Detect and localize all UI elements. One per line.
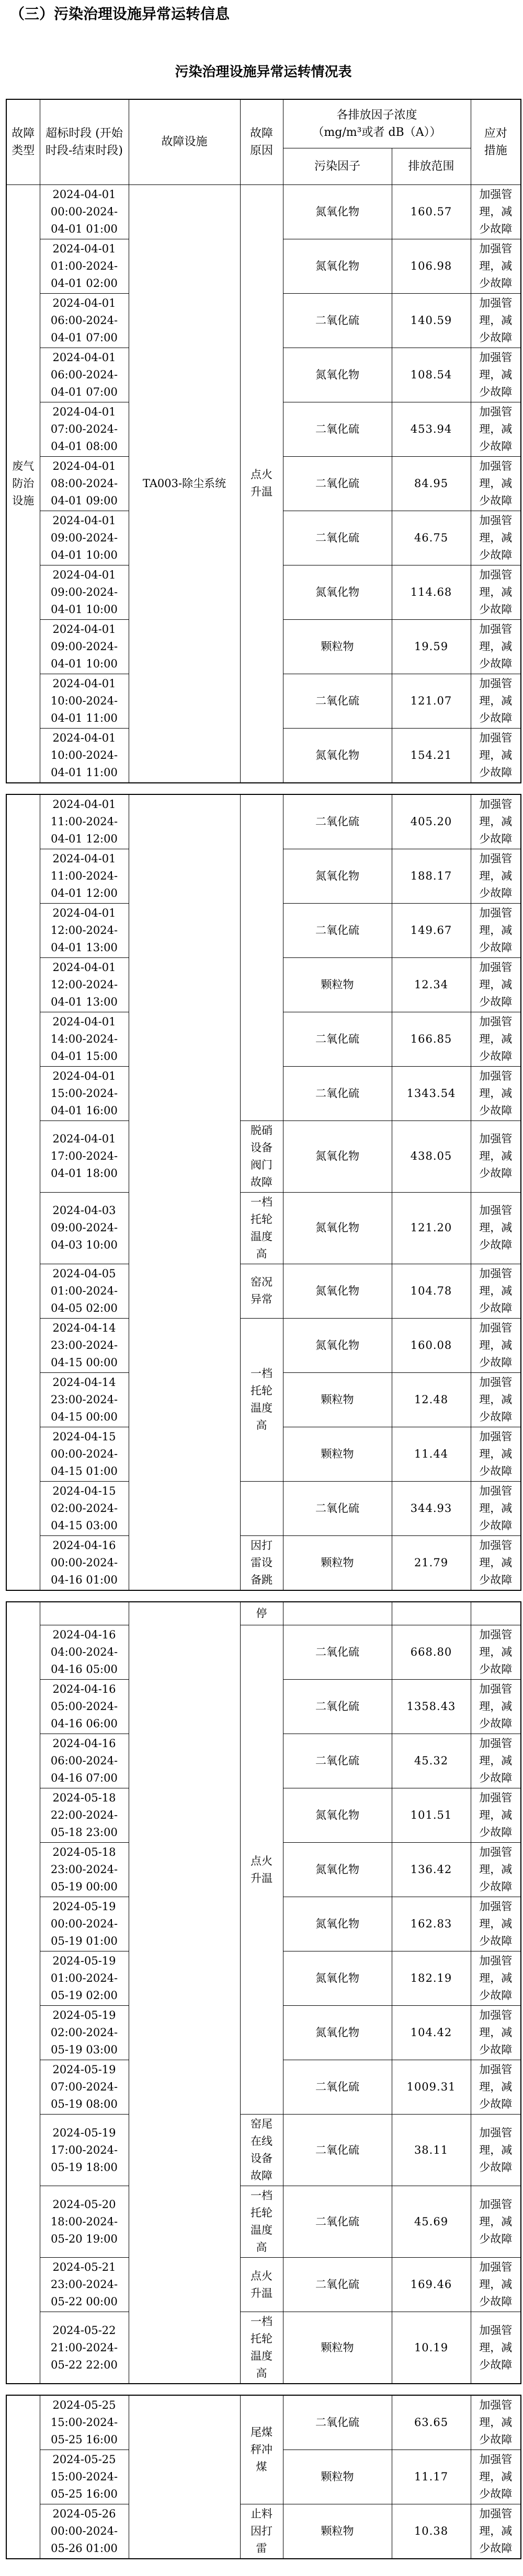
measure-text: 加强管理，减少故障 xyxy=(479,2453,513,2500)
value-cell: 108.54 xyxy=(392,348,471,402)
facility-cell xyxy=(129,2395,240,2559)
time-cell: 2024-04-16 06:00-2024-04-16 07:00 xyxy=(40,1734,129,1788)
measure-cell xyxy=(471,1788,521,1843)
cause-cell xyxy=(240,1625,283,2115)
cause-text: 一档托轮温度高 xyxy=(251,1195,272,1260)
time-cell: 2024-05-19 17:00-2024-05-19 18:00 xyxy=(40,2115,129,2186)
value-cell: 45.69 xyxy=(392,2186,471,2258)
measure-cell xyxy=(471,1734,521,1788)
measure-cell xyxy=(471,2006,521,2060)
value-cell: 10.38 xyxy=(392,2504,471,2559)
measure-cell xyxy=(471,2395,521,2450)
cause-cell xyxy=(240,1602,283,1625)
time-cell: 2024-04-01 10:00-2024-04-01 11:00 xyxy=(40,674,129,728)
time-cell: 2024-05-19 07:00-2024-05-19 08:00 xyxy=(40,2060,129,2115)
value-cell: 453.94 xyxy=(392,402,471,456)
measure-text: 加强管理，减少故障 xyxy=(479,2198,513,2245)
pollutant-cell: 颗粒物 xyxy=(283,2450,392,2504)
time-cell: 2024-04-01 11:00-2024-04-01 12:00 xyxy=(40,849,129,903)
facility-cell xyxy=(129,794,240,1590)
measure-text: 加强管理，减少故障 xyxy=(479,1267,513,1314)
header-range: 排放范围 xyxy=(392,148,471,184)
facility-cell: TA003-除尘系统 xyxy=(129,184,240,783)
pollutant-cell: 颗粒物 xyxy=(283,957,392,1012)
measure-cell xyxy=(471,1680,521,1734)
pollutant-cell: 二氧化硫 xyxy=(283,2395,392,2450)
time-cell: 2024-04-01 12:00-2024-04-01 13:00 xyxy=(40,903,129,957)
header-period: 超标时段 (开始时段-结束时段) xyxy=(40,99,129,184)
cause-text: 一档托轮温度高 xyxy=(251,1367,272,1431)
pollutant-cell: 二氧化硫 xyxy=(283,402,392,456)
measure-cell xyxy=(471,1602,521,1625)
time-cell: 2024-04-01 12:00-2024-04-01 13:00 xyxy=(40,957,129,1012)
pollutant-cell: 颗粒物 xyxy=(283,1372,392,1427)
measure-text: 加强管理，减少故障 xyxy=(479,2261,513,2308)
value-cell: 160.08 xyxy=(392,1318,471,1372)
measure-text: 加强管理，减少故障 xyxy=(479,2324,513,2371)
cause-text: 因打雷设备跳 xyxy=(251,1539,272,1586)
pollutant-cell: 二氧化硫 xyxy=(283,456,392,511)
value-cell: 1343.54 xyxy=(392,1066,471,1120)
measure-cell xyxy=(471,2504,521,2559)
header-fault-type xyxy=(6,99,40,184)
cause-text: 尾煤秤冲煤 xyxy=(251,2426,272,2473)
measure-text: 加强管理，减少故障 xyxy=(479,1430,513,1477)
measure-cell xyxy=(471,402,521,456)
value-cell: 182.19 xyxy=(392,1951,471,2006)
value-cell: 114.68 xyxy=(392,565,471,619)
measure-text: 加强管理，减少故障 xyxy=(479,1539,513,1586)
header-measure xyxy=(471,99,521,184)
cause-cell xyxy=(240,1318,283,1481)
cause-text: 点火升温 xyxy=(251,468,272,498)
cause-cell xyxy=(240,2395,283,2504)
measure-text: 加强管理，减少故障 xyxy=(479,1628,513,1676)
value-cell: 160.57 xyxy=(392,184,471,239)
measure-text: 加强管理，减少故障 xyxy=(479,1133,513,1180)
cause-cell xyxy=(240,1535,283,1590)
pollutant-cell: 氮氧化物 xyxy=(283,565,392,619)
cause-cell xyxy=(240,2312,283,2384)
measure-text: 加强管理，减少故障 xyxy=(479,1955,513,2002)
time-cell: 2024-04-14 23:00-2024-04-15 00:00 xyxy=(40,1372,129,1427)
time-cell: 2024-05-25 15:00-2024-05-25 16:00 xyxy=(40,2450,129,2504)
time-cell: 2024-04-01 17:00-2024-04-01 18:00 xyxy=(40,1120,129,1192)
measure-text: 加强管理，减少故障 xyxy=(479,731,513,779)
measure-text: 加强管理，减少故障 xyxy=(479,1015,513,1062)
measure-text: 加强管理，减少故障 xyxy=(479,188,513,235)
measure-cell xyxy=(471,849,521,903)
measure-cell xyxy=(471,1066,521,1120)
measure-cell xyxy=(471,1843,521,1897)
value-cell: 136.42 xyxy=(392,1843,471,1897)
measure-text: 加强管理，减少故障 xyxy=(479,622,513,670)
measure-cell xyxy=(471,674,521,728)
measure-cell xyxy=(471,239,521,293)
time-cell: 2024-04-01 06:00-2024-04-01 07:00 xyxy=(40,348,129,402)
measure-text: 加强管理，减少故障 xyxy=(479,906,513,954)
measure-text: 加强管理，减少故障 xyxy=(479,351,513,398)
value-cell: 188.17 xyxy=(392,849,471,903)
time-cell: 2024-05-26 00:00-2024-05-26 01:00 xyxy=(40,2504,129,2559)
fault-table-block xyxy=(6,2395,521,2559)
pollutant-cell: 氮氧化物 xyxy=(283,1788,392,1843)
time-cell xyxy=(40,1602,129,1625)
measure-cell xyxy=(471,1264,521,1318)
pollutant-cell: 二氧化硫 xyxy=(283,511,392,565)
cause-cell xyxy=(240,1264,283,1318)
time-cell: 2024-04-01 09:00-2024-04-01 10:00 xyxy=(40,619,129,674)
time-cell: 2024-04-01 11:00-2024-04-01 12:00 xyxy=(40,794,129,849)
pollutant-cell: 氮氧化物 xyxy=(283,239,392,293)
time-cell: 2024-05-19 02:00-2024-05-19 03:00 xyxy=(40,2006,129,2060)
cause-cell xyxy=(240,2258,283,2312)
value-cell: 106.98 xyxy=(392,239,471,293)
value-cell: 12.48 xyxy=(392,1372,471,1427)
pollutant-cell: 二氧化硫 xyxy=(283,2115,392,2186)
time-cell: 2024-04-01 10:00-2024-04-01 11:00 xyxy=(40,728,129,783)
measure-text: 加强管理，减少故障 xyxy=(479,1321,513,1369)
pollutant-cell: 颗粒物 xyxy=(283,619,392,674)
time-cell: 2024-04-01 09:00-2024-04-01 10:00 xyxy=(40,511,129,565)
measure-text: 加强管理，减少故障 xyxy=(479,2399,513,2446)
time-cell: 2024-04-01 09:00-2024-04-01 10:00 xyxy=(40,565,129,619)
cause-cell xyxy=(240,794,283,1121)
value-cell: 149.67 xyxy=(392,903,471,957)
time-cell: 2024-05-19 01:00-2024-05-19 02:00 xyxy=(40,1951,129,2006)
fault-type-text: 废气防治设施 xyxy=(12,459,35,507)
measure-text: 加强管理，减少故障 xyxy=(479,961,513,1008)
value-cell: 11.44 xyxy=(392,1427,471,1481)
header-concentration-title: 各排放因子浓度 xyxy=(336,108,417,122)
measure-text: 加强管理，减少故障 xyxy=(479,1737,513,1784)
time-cell: 2024-05-25 15:00-2024-05-25 16:00 xyxy=(40,2395,129,2450)
measure-cell xyxy=(471,511,521,565)
measure-text: 加强管理，减少故障 xyxy=(479,798,513,845)
value-cell: 63.65 xyxy=(392,2395,471,2450)
pollutant-cell: 二氧化硫 xyxy=(283,2258,392,2312)
fault-type-cell xyxy=(6,2395,40,2559)
measure-cell xyxy=(471,2115,521,2186)
measure-text: 加强管理，减少故障 xyxy=(479,1900,513,1947)
measure-text: 加强管理，减少故障 xyxy=(479,459,513,507)
cause-text: 点火升温 xyxy=(251,1854,272,1885)
measure-text: 加强管理，减少故障 xyxy=(479,1069,513,1117)
pollutant-cell: 二氧化硫 xyxy=(283,1680,392,1734)
value-cell: 438.05 xyxy=(392,1120,471,1192)
time-cell: 2024-05-18 22:00-2024-05-18 23:00 xyxy=(40,1788,129,1843)
value-cell: 104.42 xyxy=(392,2006,471,2060)
measure-cell xyxy=(471,1951,521,2006)
value-cell: 140.59 xyxy=(392,293,471,348)
measure-cell xyxy=(471,2312,521,2384)
value-cell: 162.83 xyxy=(392,1897,471,1951)
pollutant-cell: 氮氧化物 xyxy=(283,728,392,783)
measure-cell xyxy=(471,619,521,674)
fault-table-block xyxy=(6,99,521,783)
measure-cell xyxy=(471,456,521,511)
pollutant-cell: 二氧化硫 xyxy=(283,903,392,957)
pollutant-cell: 颗粒物 xyxy=(283,2504,392,2559)
time-cell: 2024-04-15 00:00-2024-04-15 01:00 xyxy=(40,1427,129,1481)
cause-cell xyxy=(240,2115,283,2186)
cause-cell xyxy=(240,1120,283,1192)
measure-text: 加强管理，减少故障 xyxy=(479,677,513,724)
pollutant-cell: 氮氧化物 xyxy=(283,1897,392,1951)
measure-cell xyxy=(471,293,521,348)
value-cell: 104.78 xyxy=(392,1264,471,1318)
time-cell: 2024-05-19 00:00-2024-05-19 01:00 xyxy=(40,1897,129,1951)
measure-cell xyxy=(471,1012,521,1066)
cause-cell xyxy=(240,184,283,783)
measure-cell xyxy=(471,1481,521,1535)
measure-text: 加强管理，减少故障 xyxy=(479,514,513,561)
time-cell: 2024-04-05 01:00-2024-04-05 02:00 xyxy=(40,1264,129,1318)
header-pollutant: 污染因子 xyxy=(283,148,392,184)
measure-text: 加强管理，减少故障 xyxy=(479,1204,513,1251)
value-cell: 154.21 xyxy=(392,728,471,783)
time-cell: 2024-04-15 02:00-2024-04-15 03:00 xyxy=(40,1481,129,1535)
pollutant-cell: 氮氧化物 xyxy=(283,1951,392,2006)
pollutant-cell: 颗粒物 xyxy=(283,1535,392,1590)
measure-text: 加强管理，减少故障 xyxy=(479,1792,513,1839)
value-cell: 101.51 xyxy=(392,1788,471,1843)
section-title: （三）污染治理设施异常运转信息 xyxy=(10,6,230,22)
value-cell: 169.46 xyxy=(392,2258,471,2312)
cause-text: 止料因打雷 xyxy=(251,2508,272,2555)
cause-text: 窑尾在线设备故障 xyxy=(251,2118,272,2182)
header-measure-label: 应对措施 xyxy=(484,126,507,157)
value-cell: 405.20 xyxy=(392,794,471,849)
time-cell: 2024-04-01 06:00-2024-04-01 07:00 xyxy=(40,293,129,348)
pollutant-cell: 氮氧化物 xyxy=(283,1192,392,1264)
measure-cell xyxy=(471,1192,521,1264)
value-cell: 38.11 xyxy=(392,2115,471,2186)
abnormal-operation-table-blocks xyxy=(6,99,523,2559)
cause-text: 一档托轮温度高 xyxy=(251,2315,272,2379)
measure-text: 加强管理，减少故障 xyxy=(479,2126,513,2174)
measure-cell xyxy=(471,1120,521,1192)
value-cell: 46.75 xyxy=(392,511,471,565)
measure-text: 加强管理，减少故障 xyxy=(479,405,513,453)
time-cell: 2024-04-01 08:00-2024-04-01 09:00 xyxy=(40,456,129,511)
time-cell: 2024-04-16 04:00-2024-04-16 05:00 xyxy=(40,1625,129,1680)
fault-type-cell xyxy=(6,1602,40,2384)
pollutant-cell: 二氧化硫 xyxy=(283,1734,392,1788)
pollutant-cell: 氮氧化物 xyxy=(283,348,392,402)
measure-cell xyxy=(471,794,521,849)
time-cell: 2024-04-16 00:00-2024-04-16 01:00 xyxy=(40,1535,129,1590)
time-cell: 2024-04-01 00:00-2024-04-01 01:00 xyxy=(40,184,129,239)
value-cell: 12.34 xyxy=(392,957,471,1012)
measure-cell xyxy=(471,903,521,957)
pollutant-cell: 二氧化硫 xyxy=(283,1012,392,1066)
value-cell: 21.79 xyxy=(392,1535,471,1590)
measure-cell xyxy=(471,1535,521,1590)
measure-cell xyxy=(471,957,521,1012)
measure-text: 加强管理，减少故障 xyxy=(479,2508,513,2555)
time-cell: 2024-04-01 01:00-2024-04-01 02:00 xyxy=(40,239,129,293)
value-cell: 1358.43 xyxy=(392,1680,471,1734)
cause-cell xyxy=(240,1481,283,1535)
fault-table-block xyxy=(6,794,521,1591)
cause-cell xyxy=(240,2504,283,2559)
measure-cell xyxy=(471,348,521,402)
measure-cell xyxy=(471,1318,521,1372)
pollutant-cell: 二氧化硫 xyxy=(283,2060,392,2115)
measure-cell xyxy=(471,728,521,783)
header-cause xyxy=(240,99,283,184)
measure-text: 加强管理，减少故障 xyxy=(479,852,513,899)
measure-cell xyxy=(471,2186,521,2258)
pollutant-cell: 二氧化硫 xyxy=(283,1066,392,1120)
header-facility: 故障设施 xyxy=(129,99,240,184)
value-cell: 166.85 xyxy=(392,1012,471,1066)
cause-text: 停 xyxy=(256,1607,267,1620)
pollutant-cell: 氮氧化物 xyxy=(283,2006,392,2060)
measure-text: 加强管理，减少故障 xyxy=(479,1484,513,1532)
facility-cell xyxy=(129,1602,240,2384)
value-cell: 121.07 xyxy=(392,674,471,728)
cause-cell xyxy=(240,2186,283,2258)
measure-text: 加强管理，减少故障 xyxy=(479,242,513,290)
measure-text: 加强管理，减少故障 xyxy=(479,568,513,616)
pollutant-cell: 二氧化硫 xyxy=(283,1481,392,1535)
header-fault-type-label: 故障类型 xyxy=(12,126,35,157)
time-cell: 2024-04-01 15:00-2024-04-01 16:00 xyxy=(40,1066,129,1120)
time-cell: 2024-05-22 21:00-2024-05-22 22:00 xyxy=(40,2312,129,2384)
time-cell: 2024-04-14 23:00-2024-04-15 00:00 xyxy=(40,1318,129,1372)
header-cause-label: 故障原因 xyxy=(249,126,273,157)
value-cell: 668.80 xyxy=(392,1625,471,1680)
pollutant-cell: 二氧化硫 xyxy=(283,293,392,348)
measure-cell xyxy=(471,2060,521,2115)
measure-cell xyxy=(471,184,521,239)
fault-table-block xyxy=(6,1601,521,2385)
pollutant-cell: 氮氧化物 xyxy=(283,1843,392,1897)
pollutant-cell: 二氧化硫 xyxy=(283,794,392,849)
value-cell: 1009.31 xyxy=(392,2060,471,2115)
measure-cell xyxy=(471,2450,521,2504)
time-cell: 2024-04-16 05:00-2024-04-16 06:00 xyxy=(40,1680,129,1734)
pollutant-cell: 颗粒物 xyxy=(283,1427,392,1481)
pollutant-cell: 氮氧化物 xyxy=(283,1120,392,1192)
pollutant-cell: 氮氧化物 xyxy=(283,1318,392,1372)
time-cell: 2024-04-03 09:00-2024-04-03 10:00 xyxy=(40,1192,129,1264)
measure-cell xyxy=(471,565,521,619)
pollutant-cell: 氮氧化物 xyxy=(283,1264,392,1318)
measure-text: 加强管理，减少故障 xyxy=(479,1376,513,1423)
measure-text: 加强管理，减少故障 xyxy=(479,2063,513,2110)
time-cell: 2024-04-01 14:00-2024-04-01 15:00 xyxy=(40,1012,129,1066)
table-title: 污染治理设施异常运转情况表 xyxy=(175,64,352,79)
measure-cell xyxy=(471,1625,521,1680)
value-cell: 45.32 xyxy=(392,1734,471,1788)
measure-cell xyxy=(471,1897,521,1951)
pollutant-cell: 二氧化硫 xyxy=(283,674,392,728)
measure-cell xyxy=(471,2258,521,2312)
pollutant-cell: 氮氧化物 xyxy=(283,184,392,239)
pollutant-cell: 颗粒物 xyxy=(283,2312,392,2384)
fault-type-cell xyxy=(6,794,40,1590)
pollutant-cell: 二氧化硫 xyxy=(283,1625,392,1680)
pollutant-cell xyxy=(283,1602,392,1625)
value-cell: 10.19 xyxy=(392,2312,471,2384)
measure-text: 加强管理，减少故障 xyxy=(479,296,513,344)
value-cell: 344.93 xyxy=(392,1481,471,1535)
value-cell: 11.17 xyxy=(392,2450,471,2504)
value-cell: 19.59 xyxy=(392,619,471,674)
header-concentration-unit: （mg/m³或者 dB（A）） xyxy=(312,125,441,139)
cause-cell xyxy=(240,1192,283,1264)
value-cell xyxy=(392,1602,471,1625)
pollutant-cell: 氮氧化物 xyxy=(283,849,392,903)
measure-text: 加强管理，减少故障 xyxy=(479,2009,513,2056)
pollutant-cell: 二氧化硫 xyxy=(283,2186,392,2258)
time-cell: 2024-05-20 18:00-2024-05-20 19:00 xyxy=(40,2186,129,2258)
header-concentration xyxy=(283,99,471,148)
value-cell: 84.95 xyxy=(392,456,471,511)
cause-text: 脱硝设备阀门故障 xyxy=(251,1124,272,1188)
measure-cell xyxy=(471,1372,521,1427)
measure-text: 加强管理，减少故障 xyxy=(479,1846,513,1893)
cause-text: 窑况异常 xyxy=(251,1276,272,1306)
measure-text: 加强管理，减少故障 xyxy=(479,1683,513,1730)
time-cell: 2024-05-21 23:00-2024-05-22 00:00 xyxy=(40,2258,129,2312)
time-cell: 2024-04-01 07:00-2024-04-01 08:00 xyxy=(40,402,129,456)
measure-cell xyxy=(471,1427,521,1481)
cause-text: 一档托轮温度高 xyxy=(251,2189,272,2254)
value-cell: 121.20 xyxy=(392,1192,471,1264)
fault-type-cell xyxy=(6,184,40,783)
time-cell: 2024-05-18 23:00-2024-05-19 00:00 xyxy=(40,1843,129,1897)
cause-text: 点火升温 xyxy=(251,2269,272,2300)
